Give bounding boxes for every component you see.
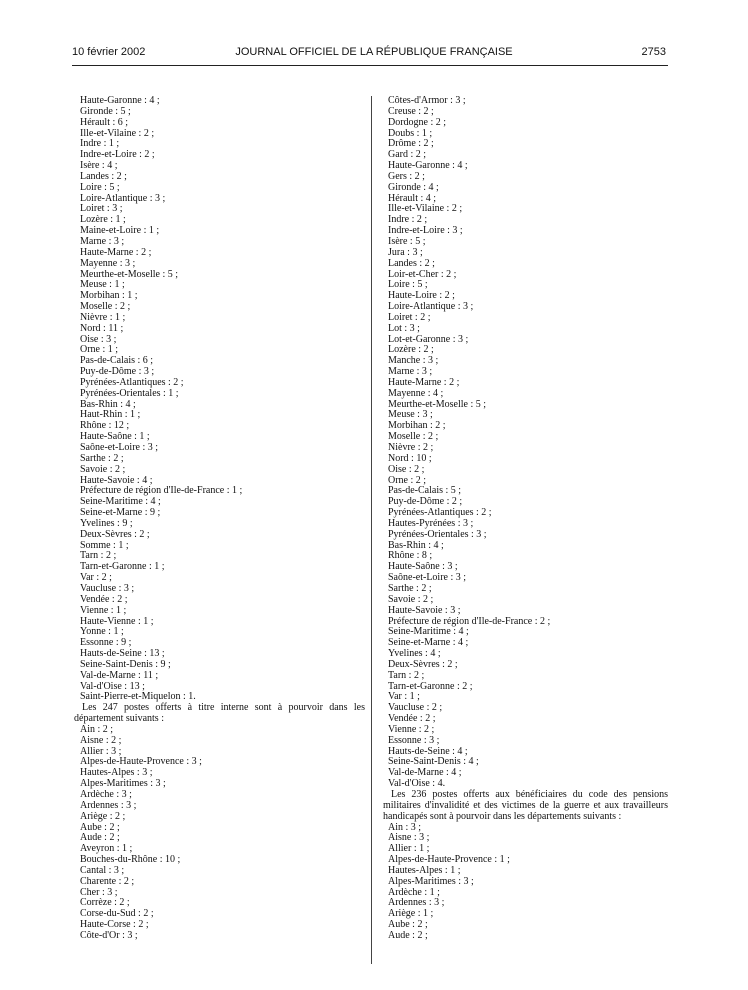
department-line: Haute-Savoie : 4 ; [80,474,153,486]
department-line: Morbihan : 1 ; [80,290,138,302]
department-line: Ariège : 1 ; [388,908,434,920]
department-line: Dordogne : 2 ; [388,116,447,128]
department-line: Saint-Pierre-et-Miquelon : 1. [80,691,196,703]
department-line: Pyrénées-Atlantiques : 2 ; [80,376,184,388]
department-line: Var : 2 ; [80,572,112,584]
department-line: Haute-Vienne : 1 ; [80,615,154,627]
journal-title: JOURNAL OFFICIEL DE LA RÉPUBLIQUE FRANÇAISE [235,46,513,58]
department-line: Ariège : 2 ; [80,810,126,822]
department-line: Mayenne : 3 ; [80,257,136,269]
department-line: Ardèche : 1 ; [388,886,440,898]
department-line: Aude : 2 ; [388,929,428,941]
department-line: Loire : 5 ; [388,279,428,291]
department-line: Yonne : 1 ; [80,626,124,638]
department-line: Landes : 2 ; [388,257,435,269]
department-line: Ardennes : 3 ; [388,897,445,909]
department-line: Bouches-du-Rhône : 10 ; [80,854,181,866]
department-line: Essonne : 9 ; [80,637,132,649]
department-line: Ardèche : 3 ; [80,789,132,800]
department-line: Marne : 3 ; [388,366,433,378]
department-line: Indre : 1 ; [80,138,120,150]
department-line: Isère : 4 ; [80,160,118,172]
department-line: Hauts-de-Seine : 13 ; [80,648,165,660]
department-line: Haute-Saône : 3 ; [388,561,458,573]
department-line: Val-de-Marne : 11 ; [80,669,159,681]
department-line: Nord : 11 ; [80,322,124,334]
department-line: Pyrénées-Orientales : 1 ; [80,387,179,399]
department-line: Val-d'Oise : 4. [388,778,446,790]
department-line: Indre-et-Loire : 2 ; [80,149,155,161]
department-line: Pas-de-Calais : 5 ; [388,485,462,497]
department-line: Tarn : 2 ; [80,550,117,562]
department-line: Préfecture de région d'Ile-de-France : 2 ; [388,615,551,627]
department-line: Nièvre : 2 ; [388,442,434,453]
department-line: Savoie : 2 ; [388,593,434,605]
department-line: Hautes-Alpes : 3 ; [80,767,153,779]
page-header [0,46,748,60]
department-line: Tarn-et-Garonne : 2 ; [388,680,473,692]
department-line: Pyrénées-Orientales : 3 ; [388,528,487,540]
department-line: Deux-Sèvres : 2 ; [388,658,458,670]
department-line: Loiret : 3 ; [80,203,123,215]
department-line: Pas-de-Calais : 6 ; [80,355,154,367]
department-line: Allier : 1 ; [388,843,430,855]
department-line: Haut-Rhin : 1 ; [80,409,141,421]
department-line: Oise : 2 ; [388,463,425,475]
department-line: Seine-Saint-Denis : 9 ; [80,658,171,670]
department-line: Hérault : 4 ; [388,192,437,204]
department-line: Préfecture de région d'Ile-de-France : 1 ; [80,485,243,497]
department-line: Lot-et-Garonne : 3 ; [388,333,469,345]
department-line: Meuse : 3 ; [388,409,433,421]
department-line: Creuse : 2 ; [388,105,434,117]
department-line: Alpes-de-Haute-Provence : 3 ; [80,756,202,768]
left-column [74,95,365,942]
department-line: Indre : 2 ; [388,214,428,226]
department-line: Haute-Loire : 2 ; [388,290,455,302]
right-paragraph: Les 236 postes offerts aux bénéficiaires du code des pensions militaires d'invalidité et des victimes de la guerre et aux travailleurs handicapés sont à pourvoir dans les départements suivants : [383,789,668,822]
department-line: Yvelines : 9 ; [80,517,133,529]
department-line: Vaucluse : 2 ; [388,702,443,714]
department-line: Tarn-et-Garonne : 1 ; [80,561,165,573]
department-line: Hautes-Alpes : 1 ; [388,864,461,876]
department-line: Rhône : 8 ; [388,550,433,562]
department-line: Ardennes : 3 ; [80,799,137,811]
department-line: Lot : 3 ; [388,322,420,334]
department-line: Ain : 3 ; [388,821,422,833]
department-line: Hauts-de-Seine : 4 ; [388,745,468,757]
department-line: Seine-Maritime : 4 ; [388,626,469,638]
department-line: Nièvre : 1 ; [80,311,126,323]
department-line: Ille-et-Vilaine : 2 ; [80,127,155,139]
department-line: Tarn : 2 ; [388,669,425,681]
department-line: Corse-du-Sud : 2 ; [80,908,154,920]
department-line: Seine-Saint-Denis : 4 ; [388,756,479,768]
header-date: 10 février 2002 [72,46,146,58]
department-line: Cher : 3 ; [80,886,118,898]
department-line: Vaucluse : 3 ; [80,582,135,594]
department-line: Saône-et-Loire : 3 ; [80,442,159,453]
department-line: Haute-Marne : 2 ; [80,246,152,258]
department-line: Seine-et-Marne : 9 ; [80,507,161,519]
department-line: Yvelines : 4 ; [388,648,441,660]
right-list-b [388,823,668,942]
department-line: Orne : 1 ; [80,344,119,356]
department-line: Loir-et-Cher : 2 ; [388,268,457,280]
department-line: Vienne : 1 ; [80,604,127,616]
department-line: Vendée : 2 ; [80,593,128,605]
department-line: Côte-d'Or : 3 ; [80,929,138,941]
department-line: Gironde : 5 ; [80,105,131,117]
department-line: Moselle : 2 ; [80,301,131,313]
department-line: Landes : 2 ; [80,170,127,182]
left-list-b [80,725,365,942]
department-line: Aube : 2 ; [388,919,428,931]
department-line: Loire-Atlantique : 3 ; [388,301,474,313]
left-list-a [80,96,365,703]
department-line: Bas-Rhin : 4 ; [388,539,444,551]
department-line: Meuse : 1 ; [80,279,125,291]
department-line: Morbihan : 2 ; [388,420,446,432]
department-line: Var : 1 ; [388,691,420,703]
page-number: 2753 [641,46,666,58]
department-line: Sarthe : 2 ; [388,582,432,594]
department-line: Gers : 2 ; [388,170,425,182]
department-line: Loire : 5 ; [80,181,120,193]
department-line: Val-de-Marne : 4 ; [388,767,462,779]
department-line: Saône-et-Loire : 3 ; [388,572,467,584]
department-line: Vienne : 2 ; [388,723,435,735]
department-line: Puy-de-Dôme : 2 ; [388,496,463,508]
department-line: Deux-Sèvres : 2 ; [80,528,150,540]
department-line: Charente : 2 ; [80,875,135,887]
department-line: Côtes-d'Armor : 3 ; [388,95,466,106]
department-line: Gironde : 4 ; [388,181,439,193]
department-line: Essonne : 3 ; [388,734,440,746]
department-line: Isère : 5 ; [388,235,426,247]
department-line: Aisne : 2 ; [80,734,122,746]
department-line: Marne : 3 ; [80,235,125,247]
department-line: Haute-Saône : 1 ; [80,431,150,443]
department-line: Hautes-Pyrénées : 3 ; [388,517,474,529]
department-line: Hérault : 6 ; [80,116,129,128]
department-line: Seine-Maritime : 4 ; [80,496,161,508]
department-line: Haute-Marne : 2 ; [388,376,460,388]
department-line: Aude : 2 ; [80,832,120,844]
left-paragraph: Les 247 postes offerts à titre interne sont à pourvoir dans les département suivants : [74,702,365,725]
department-line: Haute-Savoie : 3 ; [388,604,461,616]
department-line: Aube : 2 ; [80,821,120,833]
department-line: Bas-Rhin : 4 ; [80,398,136,410]
department-line: Drôme : 2 ; [388,138,434,150]
department-line: Cantal : 3 ; [80,864,125,876]
department-line: Rhône : 12 ; [80,420,130,432]
department-line: Gard : 2 ; [388,149,427,161]
department-line: Corrèze : 2 ; [80,897,130,909]
department-line: Ain : 2 ; [80,723,114,735]
department-line: Oise : 3 ; [80,333,117,345]
department-line: Indre-et-Loire : 3 ; [388,225,463,237]
department-line: Pyrénées-Atlantiques : 2 ; [388,507,492,519]
department-line: Loire-Atlantique : 3 ; [80,192,166,204]
department-line: Haute-Garonne : 4 ; [80,95,160,106]
department-line: Lozère : 2 ; [388,344,434,356]
department-line: Aisne : 3 ; [388,832,430,844]
department-line: Savoie : 2 ; [80,463,126,475]
department-line: Ille-et-Vilaine : 2 ; [388,203,463,215]
department-line: Vendée : 2 ; [388,713,436,725]
department-line: Haute-Corse : 2 ; [80,919,149,931]
department-line: Puy-de-Dôme : 3 ; [80,366,155,378]
department-line: Manche : 3 ; [388,355,439,367]
department-line: Somme : 1 ; [80,539,129,551]
department-line: Orne : 2 ; [388,474,427,486]
department-line: Meurthe-et-Moselle : 5 ; [388,398,487,410]
department-line: Allier : 3 ; [80,745,122,757]
department-line: Val-d'Oise : 13 ; [80,680,145,692]
department-line: Maine-et-Loire : 1 ; [80,225,160,237]
department-line: Haute-Garonne : 4 ; [388,160,468,172]
department-line: Nord : 10 ; [388,452,432,464]
department-line: Seine-et-Marne : 4 ; [388,637,469,649]
department-line: Jura : 3 ; [388,246,423,258]
column-divider [371,96,372,964]
department-line: Aveyron : 1 ; [80,843,133,855]
department-line: Alpes-Maritimes : 3 ; [388,875,474,887]
department-line: Mayenne : 4 ; [388,387,444,399]
department-line: Moselle : 2 ; [388,431,439,443]
department-line: Alpes-de-Haute-Provence : 1 ; [388,854,510,866]
department-line: Sarthe : 2 ; [80,452,124,464]
department-line: Alpes-Maritimes : 3 ; [80,778,166,790]
department-line: Lozère : 1 ; [80,214,126,226]
header-rule [72,65,668,66]
department-line: Doubs : 1 ; [388,127,433,139]
right-column [383,95,668,942]
department-line: Loiret : 2 ; [388,311,431,323]
department-line: Meurthe-et-Moselle : 5 ; [80,268,179,280]
right-list-a [388,96,668,790]
